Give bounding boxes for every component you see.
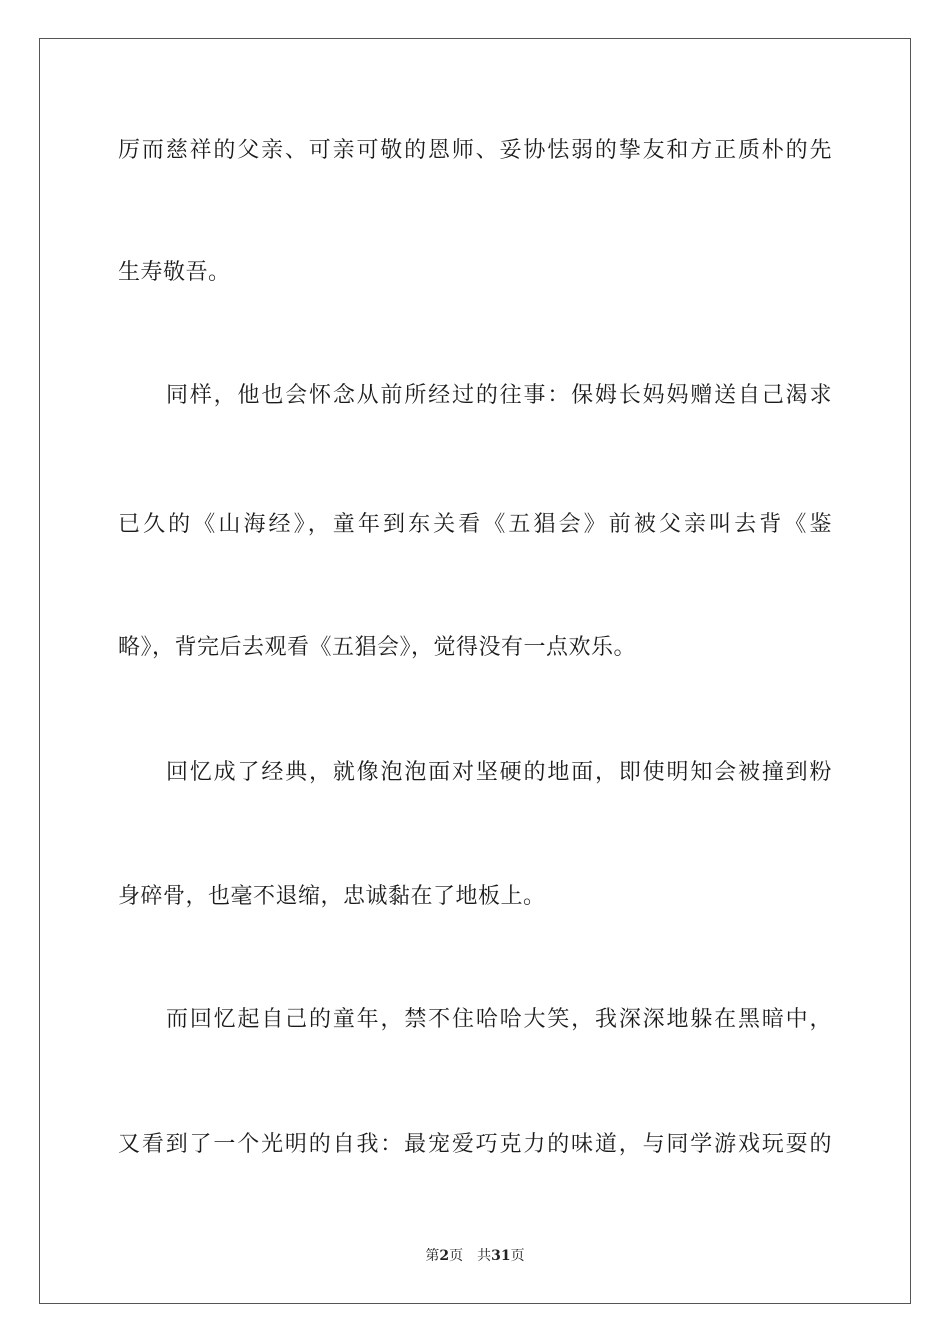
total-suffix: 页 <box>510 1248 525 1264</box>
page-number: 2 <box>439 1248 450 1264</box>
page-suffix: 页 <box>449 1248 464 1264</box>
body-line: 厉而慈祥的父亲、可亲可敬的恩师、妥协怯弱的挚友和方正质朴的先 <box>118 138 832 163</box>
page-prefix: 第 <box>425 1248 440 1264</box>
page-border <box>39 38 911 1304</box>
body-line: 又看到了一个光明的自我：最宠爱巧克力的味道，与同学游戏玩耍的 <box>118 1132 832 1157</box>
page-footer <box>0 1246 950 1266</box>
total-pages: 31 <box>491 1248 511 1264</box>
total-prefix: 共 <box>477 1248 492 1264</box>
paragraph-first-line: 同样，他也会怀念从前所经过的往事：保姆长妈妈赠送自己渴求 <box>166 383 832 408</box>
body-line: 身碎骨，也毫不退缩，忠诚黏在了地板上。 <box>118 884 546 909</box>
body-line: 已久的《山海经》，童年到东关看《五猖会》前被父亲叫去背《鉴 <box>118 512 832 537</box>
body-line: 略》，背完后去观看《五猖会》，觉得没有一点欢乐。 <box>118 635 637 660</box>
paragraph-first-line: 回忆成了经典，就像泡泡面对坚硬的地面，即使明知会被撞到粉 <box>166 760 832 785</box>
paragraph-first-line: 而回忆起自己的童年，禁不住哈哈大笑，我深深地躲在黑暗中， <box>166 1007 832 1032</box>
body-line: 生寿敬吾。 <box>118 260 231 285</box>
